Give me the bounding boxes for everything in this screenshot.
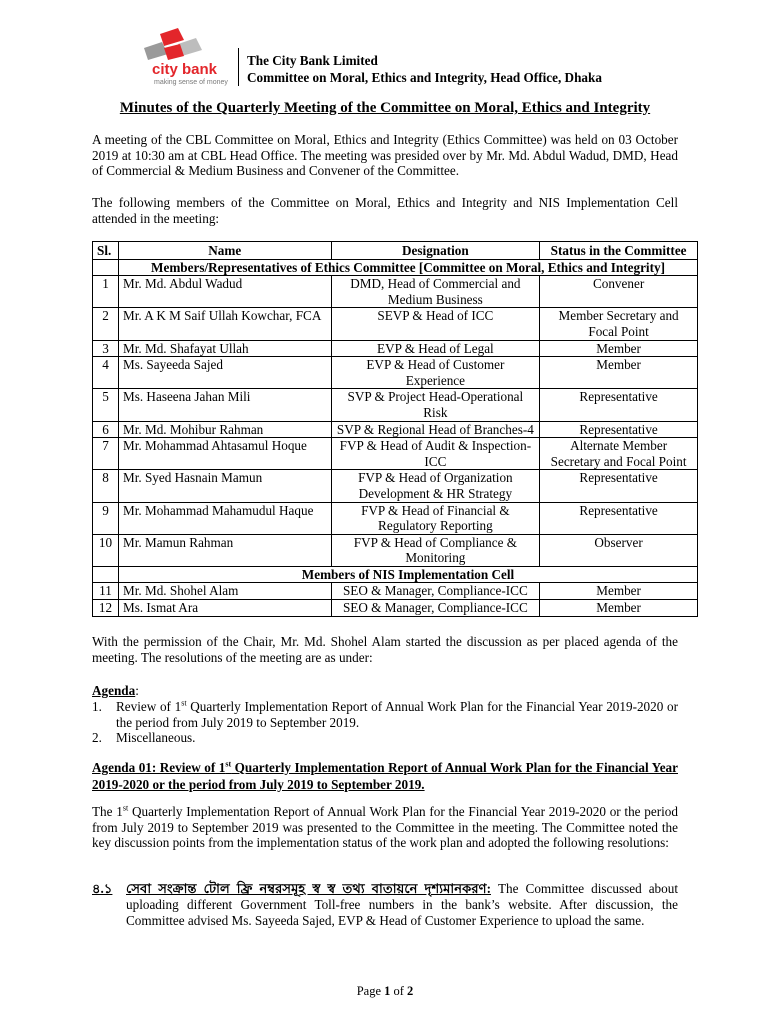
table-row	[93, 502, 698, 534]
row-status: Member	[540, 583, 698, 600]
resolution-text: The Committee discussed about uploading different Government Toll-free numbers in the bank’s website. After discussion, the Committee advised Ms. Sayeeda Sajed, EVP & Head of Customer Experience to upload the same.	[126, 881, 679, 928]
row-name: Mr. Md. Abdul Wadud	[118, 276, 331, 308]
row-sl: 10	[93, 534, 119, 566]
row-name: Mr. Mamun Rahman	[118, 534, 331, 566]
row-status: Representative	[540, 502, 698, 534]
row-sl: 9	[93, 502, 119, 534]
agenda-item-number: 2.	[92, 730, 102, 746]
logo-wordmark: city bank	[152, 61, 218, 78]
footer-of-label: of	[390, 984, 408, 998]
table-row	[93, 308, 698, 340]
row-name: Mr. Md. Shohel Alam	[118, 583, 331, 600]
section-title-ethics: Members/Representatives of Ethics Committee [Committee on Moral, Ethics and Integrity]	[118, 259, 697, 276]
agenda-01-sup: st	[225, 759, 232, 769]
row-status: Representative	[540, 470, 698, 502]
committee-line: Committee on Moral, Ethics and Integrity, Head Office, Dhaka	[247, 70, 602, 85]
row-sl: 11	[93, 583, 119, 600]
row-status: Alternate Member Secretary and Focal Point	[540, 438, 698, 470]
resolution-body	[126, 881, 678, 929]
agenda-01-paragraph-sup: st	[122, 803, 129, 813]
agenda-item-sup: st	[181, 698, 187, 708]
table-row	[93, 470, 698, 502]
row-designation: SEO & Manager, Compliance-ICC	[331, 600, 540, 617]
table-row	[93, 583, 698, 600]
row-status: Member Secretary and Focal Point	[540, 308, 698, 340]
row-sl: 4	[93, 357, 119, 389]
row-name: Mr. Syed Hasnain Mamun	[118, 470, 331, 502]
header-status: Status in the Committee	[540, 242, 698, 260]
list-item	[92, 699, 678, 730]
agenda-01-text-cont: Quarterly Implementation Report of Annual Work Plan for the Financial Year 2019-2020 or the period from July 2019 to September 2019.	[92, 760, 678, 792]
document-title: Minutes of the Quarterly Meeting of the Committee on Moral, Ethics and Integrity	[119, 100, 651, 116]
row-designation: EVP & Head of Legal	[331, 340, 540, 357]
row-status: Representative	[540, 421, 698, 438]
row-name: Mr. Mohammad Ahtasamul Hoque	[118, 438, 331, 470]
row-name: Mr. Md. Shafayat Ullah	[118, 340, 331, 357]
table-row	[93, 340, 698, 357]
row-name: Mr. Md. Mohibur Rahman	[118, 421, 331, 438]
row-name: Ms. Ismat Ara	[118, 600, 331, 617]
row-sl: 1	[93, 276, 119, 308]
row-designation: SVP & Project Head-Operational Risk	[331, 389, 540, 421]
row-name: Mr. Mohammad Mahamudul Haque	[118, 502, 331, 534]
agenda-01-heading	[92, 760, 678, 793]
table-row	[93, 276, 698, 308]
resolution-item	[92, 881, 678, 929]
attendees-paragraph: The following members of the Committee on Moral, Ethics and Integrity and NIS Implementation Cell attended in the meeting:	[92, 195, 678, 226]
table-row	[93, 357, 698, 389]
table-row	[93, 421, 698, 438]
footer-page-label: Page	[356, 984, 385, 998]
table-row	[93, 600, 698, 617]
footer-total-pages: 2	[407, 984, 414, 998]
header-divider	[238, 48, 239, 86]
row-status: Representative	[540, 389, 698, 421]
row-name: Mr. A K M Saif Ullah Kowchar, FCA	[118, 308, 331, 340]
header-sl: Sl.	[93, 242, 119, 260]
resolution-number: ৪.১	[92, 881, 113, 896]
page-footer	[0, 984, 770, 999]
row-sl: 12	[93, 600, 119, 617]
row-status: Member	[540, 600, 698, 617]
row-designation: FVP & Head of Financial & Regulatory Reporting	[331, 502, 540, 534]
section-row-nis	[93, 566, 698, 583]
row-sl: 5	[93, 389, 119, 421]
row-status: Member	[540, 340, 698, 357]
agenda-01-text: Agenda 01: Review of 1	[92, 760, 226, 775]
row-designation: EVP & Head of Customer Experience	[331, 357, 540, 389]
table-row	[93, 534, 698, 566]
agenda-heading-colon: :	[135, 683, 139, 698]
row-designation: FVP & Head of Audit & Inspection-ICC	[331, 438, 540, 470]
row-status: Observer	[540, 534, 698, 566]
row-name: Ms. Haseena Jahan Mili	[118, 389, 331, 421]
agenda-item-text-cont: Quarterly Implementation Report of Annual Work Plan for the Financial Year 2019-2020 or the period from July 2019 to September 2019.	[116, 699, 678, 730]
section-row-ethics	[93, 259, 698, 276]
intro-paragraph: A meeting of the CBL Committee on Moral, Ethics and Integrity (Ethics Committee) was held on 03 October 2019 at 10:30 am at CBL Head Office. The meeting was presided over by Mr. Md. Abdul Wadud, DMD, Head of Commercial & Medium Business and Convener of the Committee.	[92, 132, 678, 179]
section-title-nis: Members of NIS Implementation Cell	[118, 566, 697, 583]
agenda-heading-text: Agenda	[92, 683, 136, 698]
agenda-item-text: Miscellaneous.	[116, 730, 196, 746]
bank-name: The City Bank Limited	[247, 53, 378, 68]
row-sl: 2	[93, 308, 119, 340]
row-designation: FVP & Head of Compliance & Monitoring	[331, 534, 540, 566]
logo-tagline: making sense of money	[154, 79, 228, 86]
city-bank-logo-icon	[134, 26, 238, 88]
row-status: Member	[540, 357, 698, 389]
agenda-item-number: 1.	[92, 699, 102, 714]
table-row	[93, 438, 698, 470]
permission-paragraph: With the permission of the Chair, Mr. Md. Shohel Alam started the discussion as per placed agenda of the meeting. The resolutions of the meeting are as under:	[92, 634, 678, 665]
row-designation: SEVP & Head of ICC	[331, 308, 540, 340]
members-table	[92, 241, 698, 617]
agenda-item-text: Review of 1	[116, 699, 182, 714]
list-item	[92, 730, 678, 746]
agenda-01-paragraph-cont: Quarterly Implementation Report of Annual Work Plan for the Financial Year 2019-2020 or the period from July 2019 to September 2019 was presented to the Committee in the meeting. The Committee noted the key discussion points from the implementation status of the work plan and adopted the following resolutions:	[92, 804, 678, 851]
table-row	[93, 389, 698, 421]
row-designation: FVP & Head of Organization Development & HR Strategy	[331, 470, 540, 502]
table-header-row	[93, 242, 698, 260]
row-status: Convener	[540, 276, 698, 308]
row-sl: 6	[93, 421, 119, 438]
agenda-01-paragraph-text: The 1	[92, 804, 123, 819]
row-sl: 8	[93, 470, 119, 502]
row-designation: SVP & Regional Head of Branches-4	[331, 421, 540, 438]
resolution-title: সেবা সংক্রান্ত টোল ফ্রি নম্বরসমূহ স্ব স্ব তথ্য বাতায়নে দৃশ্যমানকরণ:	[126, 881, 491, 896]
row-name: Ms. Sayeeda Sajed	[118, 357, 331, 389]
row-sl: 3	[93, 340, 119, 357]
letterhead	[247, 52, 602, 86]
header-designation: Designation	[331, 242, 540, 260]
header-name: Name	[118, 242, 331, 260]
row-sl: 7	[93, 438, 119, 470]
agenda-list	[92, 699, 678, 746]
city-bank-logo	[134, 26, 238, 88]
agenda-heading	[92, 683, 139, 699]
row-designation: DMD, Head of Commercial and Medium Business	[331, 276, 540, 308]
footer-current-page: 1	[384, 984, 391, 998]
row-designation: SEO & Manager, Compliance-ICC	[331, 583, 540, 600]
agenda-01-paragraph	[92, 804, 678, 851]
